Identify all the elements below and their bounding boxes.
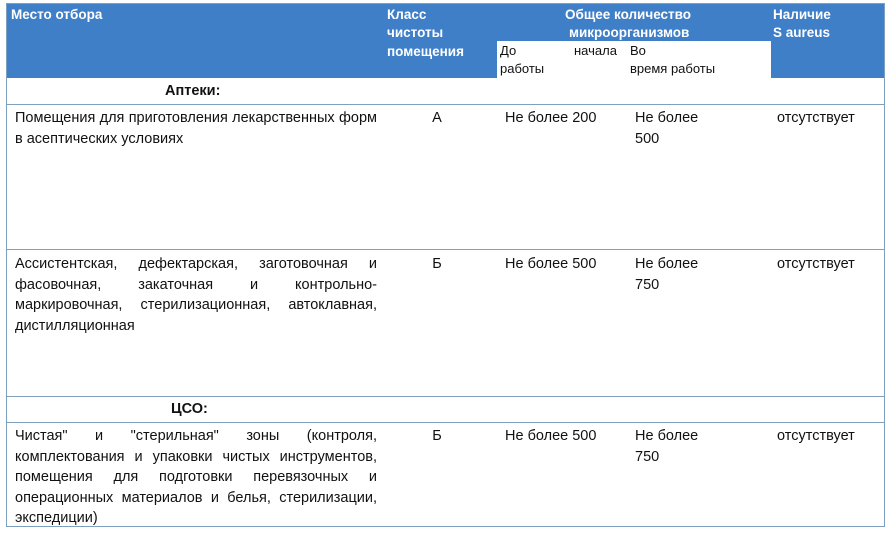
header-saureus-line2: S aureus (773, 25, 831, 40)
cell-during-work-line1: Не более (635, 110, 699, 126)
cell-place: Помещения для приготовления лекарственных форм в асептических условиях (15, 110, 377, 147)
cell-class: Б (432, 428, 442, 444)
table-header (7, 4, 884, 78)
cell-during-work-line1: Не более (635, 256, 699, 272)
section-title-cso (7, 396, 884, 422)
subheader-before-line1b: начала (574, 43, 617, 58)
cell-saureus: отсутствует (777, 110, 855, 126)
cell-class: А (432, 110, 442, 126)
cell-during-work-line2: 750 (635, 448, 660, 465)
section-title-pharmacies (7, 78, 884, 104)
subheader-box (497, 41, 771, 78)
header-class-line3: помещения (387, 44, 464, 59)
subheader-during-line1: Во (630, 43, 646, 58)
table-row (7, 422, 884, 526)
section-title-text: Аптеки: (165, 83, 221, 99)
header-total-line1: Общее количество (565, 7, 692, 22)
table-row (7, 104, 884, 249)
header-saureus-line1: Наличие (773, 7, 831, 22)
subheader-before-line2: работы (500, 61, 545, 76)
cell-place: Ассистентская, дефектарская, заготовочная и фасовочная, закаточная и контрольно-маркировочная, стерилизационная, автоклавная, дистилляционная (15, 256, 377, 334)
cell-during-work-line2: 750 (635, 276, 660, 293)
subheader-during-line2: время работы (630, 61, 716, 76)
subheader-before-line1: До (500, 43, 517, 58)
cell-during-work-line2: 500 (635, 130, 660, 147)
cell-before-work: Не более 200 (505, 110, 597, 126)
cell-before-work: Не более 500 (505, 256, 597, 272)
cell-place: Чистая" и "стерильная" зоны (контроля, комплектования и упаковки чистых инструментов, помещения для подготовки перевязочных и операционных материалов и белья, стерилизации, экспедиции) (15, 428, 377, 526)
header-class-line2: чистоты (387, 25, 444, 40)
cell-saureus: отсутствует (777, 256, 855, 272)
header-total-line2: микроорганизмов (569, 25, 690, 40)
cell-before-work: Не более 500 (505, 428, 597, 444)
header-place: Место отбора (11, 7, 103, 22)
section-title-text: ЦСО: (171, 401, 208, 417)
table-row (7, 249, 884, 396)
cell-saureus: отсутствует (777, 428, 855, 444)
cell-class: Б (432, 256, 442, 272)
microorganisms-table (6, 3, 885, 527)
cell-during-work-line1: Не более (635, 428, 699, 444)
header-class-line1: Класс (387, 7, 427, 22)
